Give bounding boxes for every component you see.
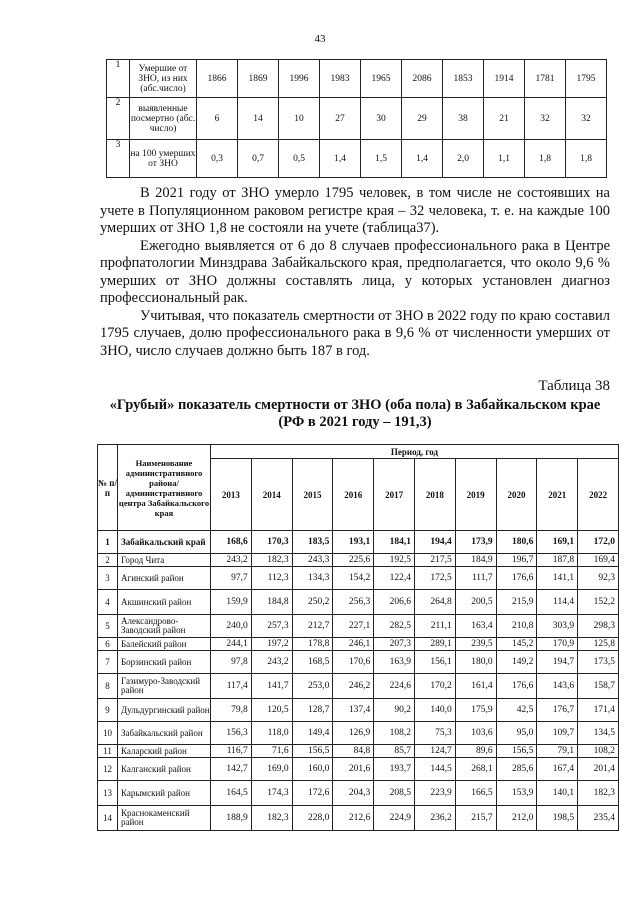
value-cell: 246,2 — [333, 674, 374, 699]
value-cell: 170,6 — [333, 651, 374, 674]
value-cell: 285,6 — [496, 758, 537, 781]
value-cell: 149,4 — [292, 722, 333, 745]
value-cell: 1,4 — [402, 140, 443, 178]
value-cell: 212,6 — [333, 806, 374, 831]
value-cell: 97,8 — [211, 651, 252, 674]
value-cell: 0,3 — [197, 140, 238, 178]
row-number: 11 — [98, 745, 118, 758]
table-row — [98, 651, 619, 674]
value-cell: 109,7 — [537, 722, 578, 745]
value-cell: 268,1 — [455, 758, 496, 781]
value-cell: 160,0 — [292, 758, 333, 781]
value-cell: 168,5 — [292, 651, 333, 674]
value-cell: 38 — [443, 98, 484, 140]
value-cell: 172,5 — [414, 567, 455, 590]
table-row — [98, 590, 619, 615]
value-cell: 243,2 — [211, 554, 252, 567]
value-cell: 215,7 — [455, 806, 496, 831]
value-cell: 170,9 — [537, 638, 578, 651]
value-cell: 156,3 — [211, 722, 252, 745]
value-cell: 224,9 — [374, 806, 415, 831]
value-cell: 0,7 — [238, 140, 279, 178]
value-cell: 143,6 — [537, 674, 578, 699]
table-row — [98, 567, 619, 590]
value-cell: 176,6 — [496, 567, 537, 590]
value-cell: 163,9 — [374, 651, 415, 674]
value-cell: 204,3 — [333, 781, 374, 806]
value-cell: 172,6 — [292, 781, 333, 806]
table-row — [98, 674, 619, 699]
value-cell: 112,3 — [251, 567, 292, 590]
district-name: Акшинский район — [118, 590, 211, 615]
value-cell: 236,2 — [414, 806, 455, 831]
value-cell: 103,6 — [455, 722, 496, 745]
value-cell: 126,9 — [333, 722, 374, 745]
row-label: выявленные посмертно (абс. число) — [130, 98, 197, 140]
year-header: 2014 — [251, 459, 292, 531]
value-cell: 1866 — [197, 60, 238, 98]
value-cell: 183,5 — [292, 531, 333, 554]
row-number: 2 — [107, 98, 130, 140]
value-cell: 224,6 — [374, 674, 415, 699]
value-cell: 303,9 — [537, 615, 578, 638]
table-row — [107, 140, 607, 178]
value-cell: 1853 — [443, 60, 484, 98]
year-header: 2019 — [455, 459, 496, 531]
value-cell: 1965 — [361, 60, 402, 98]
value-cell: 192,5 — [374, 554, 415, 567]
value-cell: 1,8 — [525, 140, 566, 178]
table-row — [98, 638, 619, 651]
value-cell: 141,7 — [251, 674, 292, 699]
year-header: 2016 — [333, 459, 374, 531]
value-cell: 29 — [402, 98, 443, 140]
value-cell: 211,1 — [414, 615, 455, 638]
value-cell: 120,5 — [251, 699, 292, 722]
value-cell: 125,8 — [578, 638, 619, 651]
value-cell: 180,0 — [455, 651, 496, 674]
value-cell: 30 — [361, 98, 402, 140]
value-cell: 194,4 — [414, 531, 455, 554]
value-cell: 156,1 — [414, 651, 455, 674]
value-cell: 169,0 — [251, 758, 292, 781]
table-row — [107, 60, 607, 98]
value-cell: 1781 — [525, 60, 566, 98]
value-cell: 257,3 — [251, 615, 292, 638]
value-cell: 182,3 — [578, 781, 619, 806]
value-cell: 176,7 — [537, 699, 578, 722]
value-cell: 84,8 — [333, 745, 374, 758]
row-label: на 100 умерших от ЗНО — [130, 140, 197, 178]
value-cell: 193,7 — [374, 758, 415, 781]
value-cell: 27 — [320, 98, 361, 140]
paragraph: Учитывая, что показатель смертности от ЗНО в 2022 году по краю составил 1795 случаев, долю профессионального рака в 9,6 % от численности умерших от ЗНО, число случаев должно быть 187 в год. — [100, 307, 610, 359]
year-header: 2013 — [211, 459, 252, 531]
table-row — [98, 722, 619, 745]
table-row — [98, 806, 619, 831]
value-cell: 178,8 — [292, 638, 333, 651]
value-cell: 14 — [238, 98, 279, 140]
value-cell: 42,5 — [496, 699, 537, 722]
value-cell: 164,5 — [211, 781, 252, 806]
value-cell: 144,5 — [414, 758, 455, 781]
value-cell: 1,8 — [566, 140, 607, 178]
table-row — [107, 98, 607, 140]
row-number: 10 — [98, 722, 118, 745]
value-cell: 264,8 — [414, 590, 455, 615]
value-cell: 193,1 — [333, 531, 374, 554]
year-header: 2021 — [537, 459, 578, 531]
row-number: 7 — [98, 651, 118, 674]
value-cell: 1983 — [320, 60, 361, 98]
district-name: Александрово-Заводский район — [118, 615, 211, 638]
paragraph: Ежегодно выявляется от 6 до 8 случаев профессионального рака в Центре профпатологии Минздрава Забайкальского края, предполагается, что около 9,6 % умерших от ЗНО должны составлять лица, у которых установлен диагноз профессиональный рак. — [100, 237, 610, 306]
value-cell: 180,6 — [496, 531, 537, 554]
value-cell: 10 — [279, 98, 320, 140]
value-cell: 117,4 — [211, 674, 252, 699]
row-number: 8 — [98, 674, 118, 699]
deaths-table — [106, 59, 607, 178]
value-cell: 153,9 — [496, 781, 537, 806]
value-cell: 1795 — [566, 60, 607, 98]
value-cell: 152,2 — [578, 590, 619, 615]
value-cell: 212,0 — [496, 806, 537, 831]
value-cell: 182,3 — [251, 806, 292, 831]
value-cell: 85,7 — [374, 745, 415, 758]
value-cell: 140,0 — [414, 699, 455, 722]
value-cell: 140,1 — [537, 781, 578, 806]
district-name: Дульдургинский район — [118, 699, 211, 722]
header-num: № п/п — [98, 445, 118, 531]
value-cell: 0,5 — [279, 140, 320, 178]
value-cell: 161,4 — [455, 674, 496, 699]
value-cell: 137,4 — [333, 699, 374, 722]
value-cell: 71,6 — [251, 745, 292, 758]
value-cell: 2086 — [402, 60, 443, 98]
value-cell: 124,7 — [414, 745, 455, 758]
value-cell: 149,2 — [496, 651, 537, 674]
value-cell: 239,5 — [455, 638, 496, 651]
value-cell: 246,1 — [333, 638, 374, 651]
value-cell: 227,1 — [333, 615, 374, 638]
row-label: Умершие от ЗНО, из них (абс.число) — [130, 60, 197, 98]
value-cell: 235,4 — [578, 806, 619, 831]
value-cell: 243,2 — [251, 651, 292, 674]
value-cell: 184,1 — [374, 531, 415, 554]
row-number: 3 — [107, 140, 130, 178]
value-cell: 1,1 — [484, 140, 525, 178]
value-cell: 170,2 — [414, 674, 455, 699]
value-cell: 240,0 — [211, 615, 252, 638]
year-header: 2022 — [578, 459, 619, 531]
value-cell: 225,6 — [333, 554, 374, 567]
value-cell: 6 — [197, 98, 238, 140]
value-cell: 111,7 — [455, 567, 496, 590]
value-cell: 176,6 — [496, 674, 537, 699]
table-row — [98, 781, 619, 806]
value-cell: 223,9 — [414, 781, 455, 806]
value-cell: 32 — [525, 98, 566, 140]
value-cell: 173,9 — [455, 531, 496, 554]
row-number: 1 — [98, 531, 118, 554]
header-period: Период, год — [211, 445, 619, 459]
value-cell: 210,8 — [496, 615, 537, 638]
value-cell: 289,1 — [414, 638, 455, 651]
value-cell: 116,7 — [211, 745, 252, 758]
value-cell: 172,0 — [578, 531, 619, 554]
district-name: Калганский район — [118, 758, 211, 781]
value-cell: 32 — [566, 98, 607, 140]
paragraph: В 2021 году от ЗНО умерло 1795 человек, в том числе не состоявших на учете в Популяционном раковом регистре края – 32 человека, т. е. на каждые 100 умерших от ЗНО 1,8 не состояли на учете (таблица37). — [100, 185, 610, 236]
value-cell: 188,9 — [211, 806, 252, 831]
table-row — [98, 554, 619, 567]
value-cell: 170,3 — [251, 531, 292, 554]
district-name: Карымский район — [118, 781, 211, 806]
table-caption: Таблица 38 — [538, 378, 610, 394]
value-cell: 163,4 — [455, 615, 496, 638]
value-cell: 201,6 — [333, 758, 374, 781]
value-cell: 128,7 — [292, 699, 333, 722]
district-name: Город Чита — [118, 554, 211, 567]
year-header: 2015 — [292, 459, 333, 531]
value-cell: 243,3 — [292, 554, 333, 567]
value-cell: 1,5 — [361, 140, 402, 178]
value-cell: 21 — [484, 98, 525, 140]
value-cell: 168,6 — [211, 531, 252, 554]
value-cell: 187,8 — [537, 554, 578, 567]
value-cell: 114,4 — [537, 590, 578, 615]
value-cell: 182,3 — [251, 554, 292, 567]
value-cell: 217,5 — [414, 554, 455, 567]
value-cell: 1996 — [279, 60, 320, 98]
row-number: 13 — [98, 781, 118, 806]
value-cell: 141,1 — [537, 567, 578, 590]
value-cell: 206,6 — [374, 590, 415, 615]
value-cell: 197,2 — [251, 638, 292, 651]
value-cell: 108,2 — [578, 745, 619, 758]
value-cell: 175,9 — [455, 699, 496, 722]
value-cell: 75,3 — [414, 722, 455, 745]
value-cell: 134,3 — [292, 567, 333, 590]
value-cell: 1914 — [484, 60, 525, 98]
value-cell: 250,2 — [292, 590, 333, 615]
district-name: Балейский район — [118, 638, 211, 651]
row-number: 14 — [98, 806, 118, 831]
value-cell: 142,7 — [211, 758, 252, 781]
year-header: 2017 — [374, 459, 415, 531]
row-number: 3 — [98, 567, 118, 590]
value-cell: 158,7 — [578, 674, 619, 699]
header-name: Наименование административного района/ административного центра Забайкальского края — [118, 445, 211, 531]
value-cell: 244,1 — [211, 638, 252, 651]
district-name: Агинский район — [118, 567, 211, 590]
value-cell: 145,2 — [496, 638, 537, 651]
row-number: 4 — [98, 590, 118, 615]
value-cell: 198,5 — [537, 806, 578, 831]
value-cell: 184,8 — [251, 590, 292, 615]
table-row — [98, 758, 619, 781]
value-cell: 122,4 — [374, 567, 415, 590]
value-cell: 167,4 — [537, 758, 578, 781]
value-cell: 90,2 — [374, 699, 415, 722]
value-cell: 215,9 — [496, 590, 537, 615]
district-name: Газимуро-Заводский район — [118, 674, 211, 699]
year-header: 2020 — [496, 459, 537, 531]
value-cell: 79,8 — [211, 699, 252, 722]
district-name: Забайкальский район — [118, 722, 211, 745]
row-number: 1 — [107, 60, 130, 98]
value-cell: 194,7 — [537, 651, 578, 674]
value-cell: 169,4 — [578, 554, 619, 567]
value-cell: 228,0 — [292, 806, 333, 831]
table-row — [98, 615, 619, 638]
value-cell: 118,0 — [251, 722, 292, 745]
table-row — [98, 745, 619, 758]
value-cell: 256,3 — [333, 590, 374, 615]
value-cell: 159,9 — [211, 590, 252, 615]
value-cell: 201,4 — [578, 758, 619, 781]
value-cell: 253,0 — [292, 674, 333, 699]
value-cell: 166,5 — [455, 781, 496, 806]
value-cell: 156,5 — [292, 745, 333, 758]
value-cell: 154,2 — [333, 567, 374, 590]
value-cell: 173,5 — [578, 651, 619, 674]
value-cell: 196,7 — [496, 554, 537, 567]
value-cell: 1,4 — [320, 140, 361, 178]
value-cell: 184,9 — [455, 554, 496, 567]
row-number: 5 — [98, 615, 118, 638]
mortality-table — [97, 444, 619, 831]
value-cell: 79,1 — [537, 745, 578, 758]
district-name: Борзинский район — [118, 651, 211, 674]
district-name: Забайкальский край — [118, 531, 211, 554]
value-cell: 208,5 — [374, 781, 415, 806]
value-cell: 174,3 — [251, 781, 292, 806]
value-cell: 156,5 — [496, 745, 537, 758]
value-cell: 200,5 — [455, 590, 496, 615]
body-text — [100, 185, 610, 360]
row-number: 6 — [98, 638, 118, 651]
district-name: Краснокаменский район — [118, 806, 211, 831]
value-cell: 97,7 — [211, 567, 252, 590]
value-cell: 108,2 — [374, 722, 415, 745]
value-cell: 212,7 — [292, 615, 333, 638]
value-cell: 169,1 — [537, 531, 578, 554]
table-row — [98, 531, 619, 554]
page-number: 43 — [314, 33, 326, 45]
row-number: 12 — [98, 758, 118, 781]
value-cell: 2,0 — [443, 140, 484, 178]
value-cell: 298,3 — [578, 615, 619, 638]
table-row — [98, 699, 619, 722]
value-cell: 282,5 — [374, 615, 415, 638]
value-cell: 1869 — [238, 60, 279, 98]
value-cell: 207,3 — [374, 638, 415, 651]
value-cell: 92,3 — [578, 567, 619, 590]
value-cell: 134,5 — [578, 722, 619, 745]
row-number: 2 — [98, 554, 118, 567]
row-number: 9 — [98, 699, 118, 722]
value-cell: 171,4 — [578, 699, 619, 722]
table-title: «Грубый» показатель смертности от ЗНО (оба пола) в Забайкальском крае (РФ в 2021 году – 191,3) — [109, 397, 601, 430]
year-header: 2018 — [414, 459, 455, 531]
value-cell: 89,6 — [455, 745, 496, 758]
district-name: Каларский район — [118, 745, 211, 758]
value-cell: 95,0 — [496, 722, 537, 745]
